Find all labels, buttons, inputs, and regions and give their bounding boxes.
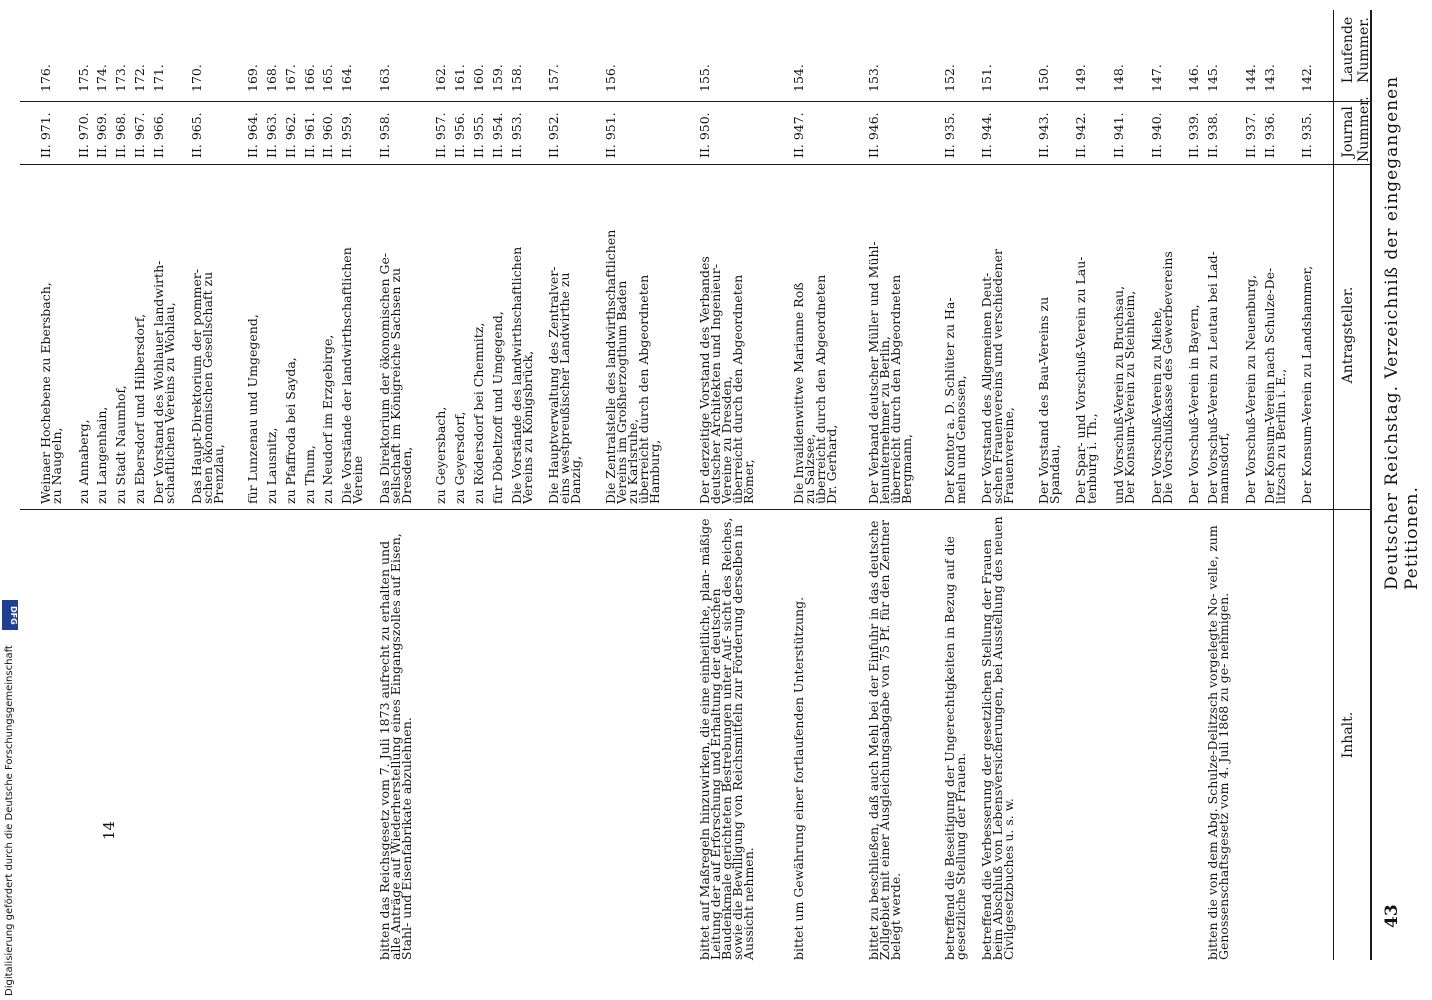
table-row xyxy=(1035,0,1076,1000)
running-number: 153. xyxy=(866,64,882,92)
running-number: 157. xyxy=(546,64,562,92)
submitter-line: Die Vorschußkasse des Gewerbevereins xyxy=(1159,251,1175,504)
submitter xyxy=(452,169,468,504)
table-row xyxy=(981,0,1037,1000)
submitter-line: Der Vorstand des Allgemeinen Deut- xyxy=(979,272,995,504)
journal-number: II. 947. xyxy=(790,112,806,158)
running-number: 159. xyxy=(489,64,505,92)
submitter-line: Die Hauptverwaltung des Zentralver- xyxy=(546,266,562,504)
running-number: 168. xyxy=(263,64,279,92)
submitter-line: Das Haupt-Direktorium der pommer- xyxy=(188,268,204,504)
running-number: 170. xyxy=(188,64,204,92)
submitter-line: Der Konsum-Verein zu Landshammer, xyxy=(1299,265,1315,504)
petition-content: betreffend die Verbesserung der gesetzlichen Stellung der Frauen beim Abschluß von Lebensversicherungen, bei Ausstellung des neuen Civilgesetzbuches u. s. w. xyxy=(979,516,1017,960)
col-header-running: Laufende Nummer. xyxy=(1340,16,1372,84)
running-number: 171. xyxy=(150,64,166,92)
submitter xyxy=(245,169,261,504)
table-row xyxy=(188,0,247,1000)
submitter xyxy=(113,169,129,504)
submitter-line: eins westpreußischer Landwirthe zu xyxy=(557,272,573,504)
submitter-line: zu Karlsruhe, xyxy=(624,418,640,504)
submitter-line: Frauenvereine, xyxy=(1001,407,1017,504)
submitter-line: zu Ebersdorf und Hilbersdorf, xyxy=(132,313,148,504)
running-number: 160. xyxy=(470,64,486,92)
submitter-line: Die Vorstände der landwirthschaftlichen xyxy=(339,247,355,504)
running-number: 150. xyxy=(1035,64,1051,92)
submitter xyxy=(489,169,505,504)
submitter-line: für Döbeltzoff und Umgegend, xyxy=(489,311,505,504)
table-row xyxy=(75,0,97,1000)
table-row xyxy=(301,0,323,1000)
submitter-line: mannsdorf, xyxy=(1216,432,1232,504)
journal-number: II. 958. xyxy=(376,112,392,158)
journal-number: II. 961. xyxy=(301,112,317,158)
submitter-line: überreicht durch den Abgeordneten xyxy=(812,274,828,504)
table-row xyxy=(134,0,153,1000)
journal-number: II. 959. xyxy=(339,112,355,158)
submitter-line: Spandau, xyxy=(1046,444,1062,504)
journal-number: II. 969. xyxy=(94,112,110,158)
journal-number: II. 936. xyxy=(1261,112,1277,158)
table-row xyxy=(489,0,511,1000)
submitter-line: Weinaer Hochebene zu Ebersbach, xyxy=(38,282,53,504)
running-number: 158. xyxy=(508,64,524,92)
petition-content: bitten das Reichsgesetz vom 7. Juli 1873 aufrecht zu erhalten und alle Anträge auf Wiederherstellung eines Eingangszolles auf Eisen, Stahl- und Eisenfabrikate abzulehnen. xyxy=(376,533,414,960)
submitter-line: schen ökonomischen Gesellschaft zu xyxy=(199,271,215,504)
running-number: 161. xyxy=(452,64,468,92)
submitter xyxy=(866,169,915,504)
journal-number: II. 957. xyxy=(433,112,449,158)
journal-number: II. 946. xyxy=(866,112,882,158)
table-row xyxy=(1148,0,1189,1000)
submitter-line: Bergmann, xyxy=(899,434,915,504)
running-number: 155. xyxy=(696,64,712,92)
submitter-line: zu Pfaffroda bei Sayda, xyxy=(282,357,298,504)
petition-content: bittet zu beschließen, daß auch Mehl bei der Einfuhr in das deutsche Zollgebiet mit einer Ausgleichungsabgabe von 75 Pf. für den Zentner belegt werde. xyxy=(866,519,904,960)
submitter-line: Das Direktorium der ökonomischen Ge- xyxy=(376,252,392,504)
submitter-line: überreicht durch den Abgeordneten xyxy=(635,274,651,504)
page-title: Deutscher Reichstag. Verzeichniß der eingegangenen Petitionen. xyxy=(1382,75,1422,590)
submitter xyxy=(941,169,968,504)
journal-number: II. 952. xyxy=(546,112,562,158)
journal-number: II. 942. xyxy=(1073,112,1089,158)
submitter xyxy=(188,169,226,504)
running-number: 148. xyxy=(1110,64,1126,92)
running-number: 164. xyxy=(339,64,355,92)
submitter xyxy=(1242,169,1258,504)
submitter xyxy=(40,169,62,504)
submitter-line: Die Invalidenwittwe Marianne Roß xyxy=(790,282,806,504)
col-header-submitter: Antragsteller. xyxy=(1340,286,1356,384)
running-number: 163. xyxy=(376,64,392,92)
journal-number: II. 960. xyxy=(320,112,336,158)
submitter-line: Dresden, xyxy=(398,446,414,504)
running-number: 151. xyxy=(979,64,995,92)
table-row xyxy=(548,0,604,1000)
journal-number: II. 951. xyxy=(602,112,618,158)
submitter-line: lenunternehmer zu Berlin, xyxy=(877,336,893,504)
submitter-line: und Vorschuß-Verein zu Bruchsau, xyxy=(1110,285,1126,504)
submitter xyxy=(1148,169,1175,504)
dfg-logo: DFG xyxy=(2,600,18,630)
table-row xyxy=(247,0,266,1000)
journal-number: II. 935. xyxy=(1299,112,1315,158)
table-row xyxy=(602,0,699,1000)
running-number: 165. xyxy=(320,64,336,92)
petition-content: bittet auf Maßregeln hinzuwirken, die eine einheitliche, plan- mäßige Leitung der auf Erforschung und Erhaltung der deutschen Baudenkmale gerichteten Bestrebungen unter Auf- sicht des Reiches, sowie die Bewilligung von Reichsmitteln zur Förderung derselben in Aussicht nehmen. xyxy=(696,517,756,960)
submitter-line: Der Konsum-Verein zu Steinheim, xyxy=(1121,290,1137,504)
table-row xyxy=(282,0,304,1000)
submitter xyxy=(508,169,535,504)
submitter xyxy=(263,169,279,504)
submitter-line: Dr. Gerhard, xyxy=(823,424,839,504)
submitter-line: Der Vorschuß-Verein zu Leutau bei Lad- xyxy=(1205,251,1221,504)
petition-content: bittet um Gewährung einer fortlaufenden Unterstützung. xyxy=(790,596,806,960)
submitter-line: Der Konsum-Verein nach Schulze-De- xyxy=(1261,267,1277,504)
submitter xyxy=(433,169,449,504)
submitter xyxy=(1186,169,1202,504)
submitter xyxy=(376,169,414,504)
running-number: 142. xyxy=(1299,64,1315,92)
table-row xyxy=(1075,0,1113,1000)
journal-number: II. 962. xyxy=(282,112,298,158)
submitter-line: Hamburg, xyxy=(646,439,662,504)
submitter-line: zu Geyersbach, xyxy=(433,406,449,504)
journal-number: II. 953. xyxy=(508,112,524,158)
submitter-line: schaftlichen Vereins zu Wohlau, xyxy=(161,302,177,504)
running-number: 166. xyxy=(301,64,317,92)
table-row xyxy=(470,0,492,1000)
journal-number: II. 939. xyxy=(1186,112,1202,158)
submitter xyxy=(1205,169,1232,504)
submitter-line: Der Vorschuß-Verein in Bayern, xyxy=(1186,304,1202,504)
table-row xyxy=(1301,0,1320,1000)
submitter-line: Die Zentralstelle des landwirthschaftlichen xyxy=(602,229,618,504)
running-number: 173. xyxy=(113,64,129,92)
submitter-line: Der Verband deutscher Müller und Mühl- xyxy=(866,241,882,504)
submitter xyxy=(94,169,110,504)
submitter-line: für Lunzenau und Umgegend, xyxy=(245,314,261,504)
journal-number: II. 938. xyxy=(1205,112,1221,158)
submitter-line: litzsch zu Berlin i. E., xyxy=(1272,368,1288,504)
journal-number: II. 955. xyxy=(470,112,486,158)
petition-content: betreffend die Beseitigung der Ungerechtigkeiten in Bezug auf die gesetzliche Stellung der Frauen. xyxy=(941,536,968,960)
submitter xyxy=(132,169,148,504)
submitter xyxy=(320,169,336,504)
submitter-line: zu Geyersdorf, xyxy=(452,411,468,504)
running-number: 146. xyxy=(1186,64,1202,92)
table-row xyxy=(868,0,943,1000)
journal-number: II. 941. xyxy=(1110,112,1126,158)
submitter xyxy=(75,169,91,504)
table-row xyxy=(1242,0,1264,1000)
table-row xyxy=(454,0,473,1000)
table-row xyxy=(435,0,454,1000)
submitter-line: Der Kontor a. D. Schlüter zu Ha- xyxy=(941,297,957,504)
submitter xyxy=(979,169,1017,504)
submitter xyxy=(150,169,177,504)
submitter-line: Danzig, xyxy=(568,455,584,504)
submitter-line: schen Frauenvereins und verschiedener xyxy=(990,249,1006,504)
submitter-line: sellschaft im Königreiche Sachsen zu xyxy=(387,267,403,504)
table-row xyxy=(508,0,549,1000)
submitter xyxy=(1073,169,1100,504)
petition-content: bitten die von dem Abg. Schulze-Delitzsch vorgelegte No- velle, zum Genossenschaftsgesetz vom 4. Juli 1868 zu ge- nehmigen. xyxy=(1205,525,1232,960)
journal-number: II. 967. xyxy=(132,112,148,158)
digitization-credit xyxy=(0,600,22,1000)
table-row xyxy=(341,0,379,1000)
submitter-line: zu Neudorf im Erzgebirge, xyxy=(320,334,336,504)
submitter-line: zu Naugeln, xyxy=(49,427,64,504)
running-number: 149. xyxy=(1073,64,1089,92)
table-row xyxy=(1261,0,1302,1000)
submitter-line: meln und Genossen, xyxy=(952,375,968,504)
submitter xyxy=(1299,169,1315,504)
journal-number: II. 935. xyxy=(941,112,957,158)
table-row xyxy=(1110,0,1151,1000)
submitter-line: Der Vorschuß-Verein zu Neuenburg, xyxy=(1242,274,1258,504)
submitter-line: zu Thum, xyxy=(301,445,317,504)
running-number: 169. xyxy=(245,64,261,92)
journal-number: II. 954. xyxy=(489,112,505,158)
submitter xyxy=(339,169,366,504)
submitter-line: Römer, xyxy=(740,459,756,504)
journal-number: II. 964. xyxy=(245,112,261,158)
running-number: 156. xyxy=(602,64,618,92)
submitter xyxy=(1261,169,1288,504)
journal-number: II. 968. xyxy=(113,112,129,158)
submitter-line: Vereins zu Königsbrück, xyxy=(519,350,535,504)
credit-text: Digitalisierung gefördert durch die Deutsche Forschungsgemeinschaft xyxy=(4,645,15,996)
table-row xyxy=(696,0,793,1000)
submitter-line: Vereine zu Dresden, xyxy=(718,376,734,504)
journal-number: II. 965. xyxy=(188,112,204,158)
journal-number: II. 963. xyxy=(263,112,279,158)
journal-number: II. 970. xyxy=(75,112,91,158)
running-number: 144. xyxy=(1242,64,1258,92)
submitter xyxy=(1035,169,1062,504)
submitter-line: zu Annaberg, xyxy=(75,419,91,504)
table-row xyxy=(1188,0,1207,1000)
footer-page-number: 14 xyxy=(100,820,118,840)
running-number: 176. xyxy=(38,64,53,92)
submitter-line: deutscher Architekten und Ingenieur- xyxy=(707,264,723,504)
submitter-line: tenburg i. Th., xyxy=(1084,413,1100,504)
submitter-line: überreicht durch den Abgeordneten xyxy=(888,274,904,504)
journal-number: II. 950. xyxy=(696,112,712,158)
submitter-line: Der Vorstand des Bau-Vereins zu xyxy=(1035,296,1051,504)
submitter-line: zu Stadt Naumhof, xyxy=(113,385,129,504)
submitter-line: zu Lausnitz, xyxy=(263,427,279,504)
running-number: 147. xyxy=(1148,64,1164,92)
submitter xyxy=(790,169,839,504)
table-row xyxy=(96,0,115,1000)
submitter-line: Vereins im Großherzogthum Baden xyxy=(613,280,629,504)
journal-number: II. 944. xyxy=(979,112,995,158)
running-number: 172. xyxy=(132,64,148,92)
col-header-content: Inhalt. xyxy=(1340,711,1356,759)
submitter-line: zu Salzsee, xyxy=(801,433,817,504)
journal-number: II. 956. xyxy=(452,112,468,158)
table-row xyxy=(376,0,435,1000)
table-row xyxy=(40,0,78,1000)
submitter xyxy=(282,169,298,504)
page-number: 43 xyxy=(1382,904,1402,928)
submitter-line: Der Vorstand des Wohlauer landwirth- xyxy=(150,260,166,504)
table-row xyxy=(1207,0,1245,1000)
submitter-line: Prenzlau, xyxy=(210,444,226,504)
submitter-line: Vereine xyxy=(350,455,366,504)
table-row xyxy=(115,0,134,1000)
table-row xyxy=(150,0,191,1000)
submitter-line: überreicht durch den Abgeordneten xyxy=(729,274,745,504)
running-number: 143. xyxy=(1261,64,1277,92)
table-row xyxy=(790,0,868,1000)
submitter xyxy=(301,169,317,504)
journal-number: II. 971. xyxy=(38,112,53,158)
running-number: 174. xyxy=(94,64,110,92)
submitter-line: Die Vorstände des landwirthschaftlichen xyxy=(508,246,524,504)
running-number: 175. xyxy=(75,64,91,92)
submitter xyxy=(602,169,662,504)
submitter-line: zu Langenhain, xyxy=(94,406,110,504)
running-number: 167. xyxy=(282,64,298,92)
submitter-line: Der derzeitige Vorstand des Verbandes xyxy=(696,256,712,504)
submitter-line: zu Rödersdorf bei Chemnitz, xyxy=(470,322,486,504)
running-number: 152. xyxy=(941,64,957,92)
journal-number: II. 937. xyxy=(1242,112,1258,158)
submitter xyxy=(546,169,584,504)
running-number: 145. xyxy=(1205,64,1221,92)
submitter xyxy=(1110,169,1137,504)
running-number: 162. xyxy=(433,64,449,92)
column-header-rule xyxy=(1333,10,1334,960)
submitter-line: Der Spar- und Vorschuß-Verein zu Lau- xyxy=(1073,256,1089,504)
table-row xyxy=(322,0,341,1000)
journal-number: II. 966. xyxy=(150,112,166,158)
running-number: 154. xyxy=(790,64,806,92)
journal-number: II. 943. xyxy=(1035,112,1051,158)
col-header-journal: Journal Nummer. xyxy=(1340,96,1372,162)
submitter-line: Der Vorschuß-Verein zu Miehe, xyxy=(1148,307,1164,504)
submitter xyxy=(470,169,486,504)
submitter xyxy=(696,169,756,504)
table-row xyxy=(263,0,285,1000)
table-row xyxy=(941,0,982,1000)
journal-number: II. 940. xyxy=(1148,112,1164,158)
